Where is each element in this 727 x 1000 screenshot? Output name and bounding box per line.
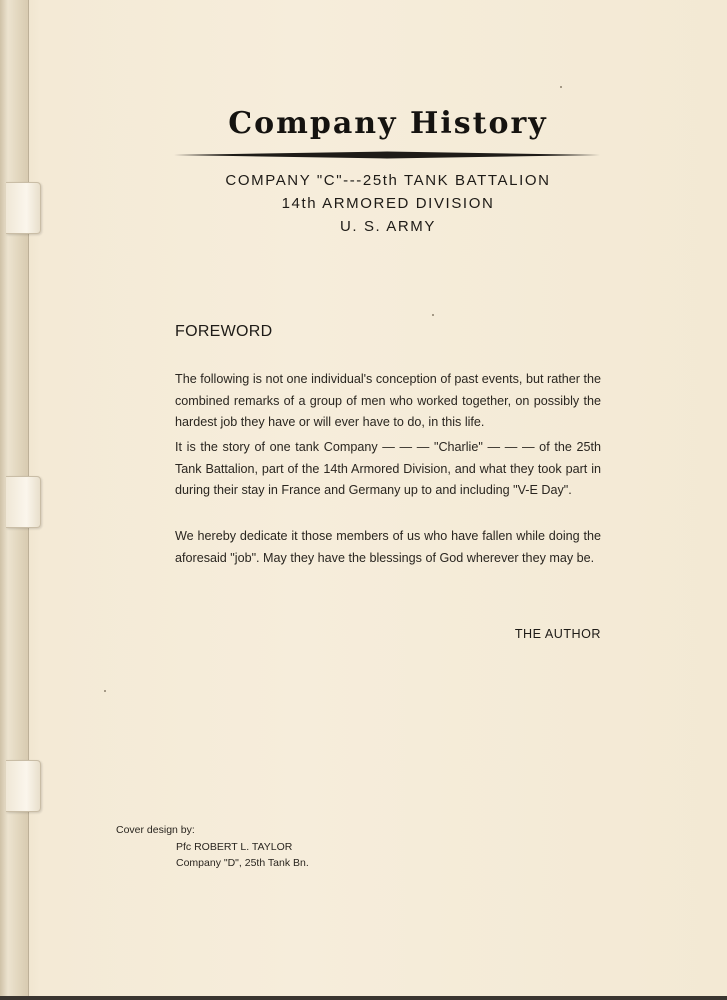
binding-tab [6,760,41,812]
paper-speck [432,314,434,316]
cover-credit-label: Cover design by: [116,824,195,836]
foreword-heading: FOREWORD [175,323,273,340]
foreword-paragraph: The following is not one individual's conception of past events, but rather the combined remarks of a group of men who worked together, on possibly the hardest job they have or will ever have to do, in this life. [175,372,601,429]
cover-credit-unit: Company "D", 25th Tank Bn. [176,857,309,869]
foreword-paragraph: We hereby dedicate it those members of us who have fallen while doing the aforesaid "job". May they have the blessings of God wherever they may be. [175,529,601,565]
cover-credit-name: Pfc ROBERT L. TAYLOR [176,841,293,853]
binding-tab [6,476,41,528]
paper-speck [560,86,562,88]
subtitle-company: COMPANY "C"---25th TANK BATTALION [225,172,551,189]
author-signature: THE AUTHOR [514,627,601,641]
subtitle-division: 14th ARMORED DIVISION [281,195,495,212]
page-title: Company History [228,106,548,141]
subtitle-army: U. S. ARMY [339,218,437,235]
paper-speck [104,690,106,692]
binding-tab [6,182,41,234]
title-underline [174,150,600,160]
foreword-paragraph: It is the story of one tank Company — — — "Charlie" — — — of the 25th Tank Battalion, part of the 14th Armored Division, and what they took part in during their stay in France and Germany up to and including "V-E Day". [175,440,601,497]
